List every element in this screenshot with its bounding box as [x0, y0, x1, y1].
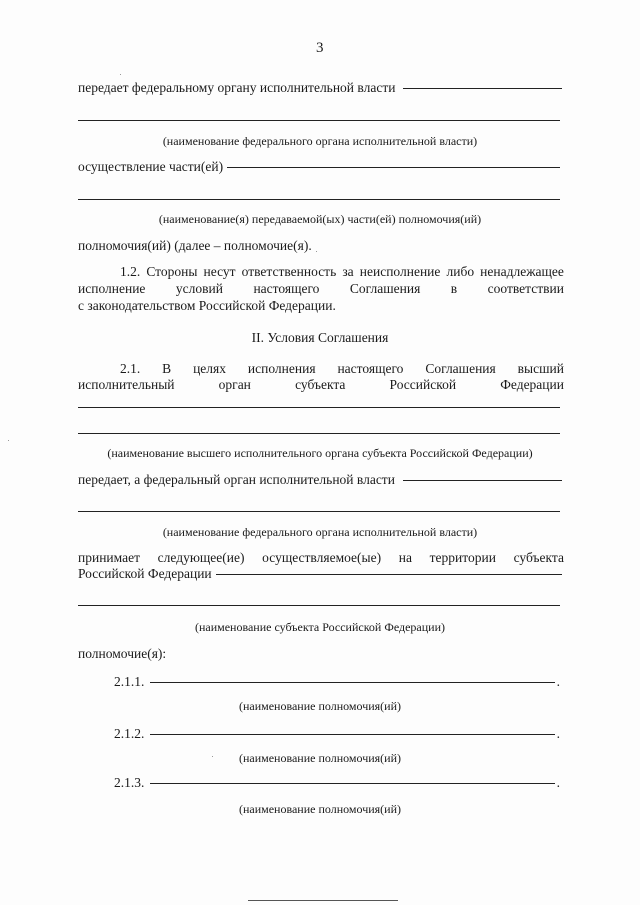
accepts-line-2-text: Российской Федерации — [78, 566, 212, 581]
transfers-federal-row — [78, 472, 562, 488]
accepts-word: субъекта — [513, 550, 564, 565]
item-number: 2.1.1. — [114, 674, 145, 689]
paragraph-2-1-line-1 — [120, 361, 564, 377]
accepts-line-1 — [78, 550, 564, 566]
transfer-to-federal-row — [78, 80, 562, 96]
accepts-word: следующее(ие) — [157, 550, 245, 565]
p12-word: настоящего — [253, 281, 320, 296]
p12-word: либо — [446, 264, 475, 279]
federal-body-blank-2 — [403, 479, 562, 481]
p12-word: несут — [203, 264, 236, 279]
p21-word: 2.1. — [120, 361, 141, 376]
p21-word: исполнительный — [78, 377, 175, 392]
p21-word: целях — [193, 361, 226, 376]
accepts-line-2-row — [78, 566, 562, 582]
p12-word: ответственность — [241, 264, 337, 279]
p21-word: Российской — [389, 377, 457, 392]
item-end: . — [556, 726, 560, 741]
p12-word: Стороны — [146, 264, 198, 279]
p21-word: Федерации — [500, 377, 564, 392]
scan-speck — [120, 74, 121, 75]
paragraph-2-1-line-2 — [78, 377, 564, 393]
supreme-body-line-1 — [78, 407, 560, 408]
p12-word: соответствии — [487, 281, 564, 296]
p12-word: за — [342, 264, 354, 279]
item-caption: (наименование полномочия(ий) — [238, 699, 402, 713]
paragraph-1-2-line-2 — [78, 281, 564, 297]
item-caption: (наименование полномочия(ий) — [238, 751, 402, 765]
transfers-federal-text: передает, а федеральный орган исполнительной власти — [78, 472, 395, 487]
item-2-1-3-row — [114, 775, 560, 791]
parts-blank — [227, 166, 560, 168]
p12-word: исполнение — [78, 281, 146, 296]
item-2-1-2-row — [114, 726, 560, 742]
p21-word: исполнения — [247, 361, 316, 376]
accepts-word: территории — [429, 550, 496, 565]
accepts-word: на — [398, 550, 412, 565]
p21-word: субъекта — [295, 377, 346, 392]
federal-body-blank-1 — [403, 87, 562, 89]
scan-speck — [8, 440, 9, 441]
section-2-heading: II. Условия Соглашения — [251, 330, 389, 345]
parts-line — [78, 199, 560, 200]
accepts-word: осуществляемое(ые) — [262, 550, 382, 565]
p12-word: в — [450, 281, 458, 296]
exercise-parts-text: осуществление части(ей) — [78, 159, 224, 174]
transfer-to-federal-text: передает федеральному органу исполнительной власти — [78, 80, 396, 95]
federal-body-caption-2: (наименование федерального органа исполнительной власти) — [162, 525, 478, 539]
p12-word: 1.2. — [120, 264, 141, 279]
item-blank — [150, 733, 554, 735]
item-2-1-1-row — [114, 674, 560, 690]
p21-word: настоящего — [337, 361, 404, 376]
powers-hereinafter-text: полномочия(ий) (далее – полномочие(я). — [78, 238, 312, 253]
p12-word: Соглашения — [349, 281, 421, 296]
scan-speck — [316, 251, 317, 252]
item-end: . — [556, 775, 560, 790]
paragraph-1-2-line-1 — [120, 264, 564, 280]
paragraph-1-2-line-3: с законодательством Российской Федерации. — [78, 298, 336, 313]
p12-word: ненадлежащее — [480, 264, 564, 279]
item-end: . — [556, 674, 560, 689]
parts-caption: (наименование(я) передаваемой(ых) части(ей) полномочия(ий) — [158, 212, 482, 226]
federal-body-line-1 — [78, 120, 560, 121]
powers-label: полномочие(я): — [78, 646, 167, 661]
scan-speck — [212, 756, 213, 757]
subject-line — [78, 605, 560, 606]
item-number: 2.1.3. — [114, 775, 145, 790]
exercise-parts-row — [78, 159, 560, 175]
p21-word: Соглашения — [425, 361, 496, 376]
page-number: 3 — [316, 40, 324, 56]
accepts-word: принимает — [78, 550, 140, 565]
item-blank — [150, 782, 554, 784]
subject-blank — [216, 573, 562, 575]
p21-word: орган — [218, 377, 251, 392]
item-blank — [150, 681, 554, 683]
supreme-body-caption: (наименование высшего исполнительного органа субъекта Российской Федерации) — [107, 446, 533, 460]
scan-edge-mark — [248, 900, 398, 901]
item-caption: (наименование полномочия(ий) — [238, 802, 402, 816]
subject-caption: (наименование субъекта Российской Федерации) — [194, 620, 446, 634]
federal-body-line-2 — [78, 511, 560, 512]
federal-body-caption-1: (наименование федерального органа исполнительной власти) — [162, 134, 478, 148]
p21-word: высший — [517, 361, 564, 376]
p21-word: В — [162, 361, 172, 376]
p12-word: условий — [175, 281, 223, 296]
p12-word: неисполнение — [359, 264, 441, 279]
item-number: 2.1.2. — [114, 726, 145, 741]
supreme-body-line-2 — [78, 433, 560, 434]
